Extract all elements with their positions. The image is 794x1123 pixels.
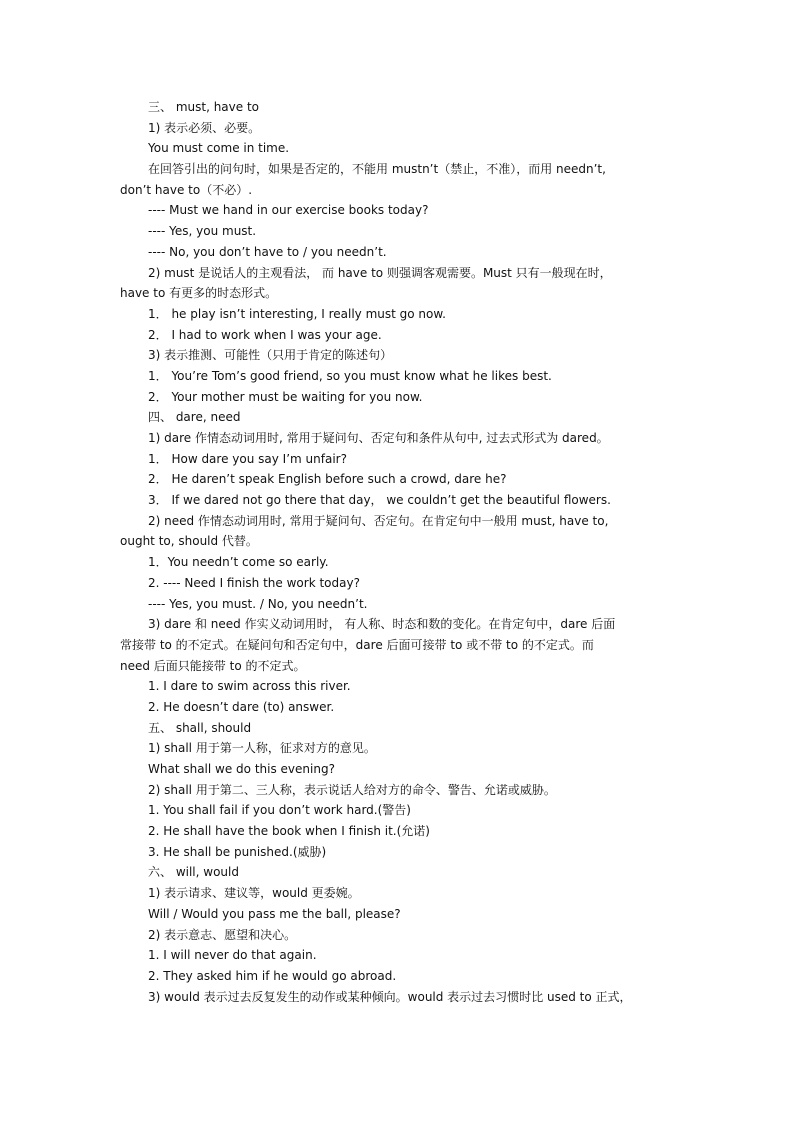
text-line: 1． he play isn’t interesting, I really must go now.: [148, 306, 446, 321]
text-line: 2) 表示意志、愿望和决心。: [148, 927, 297, 942]
text-line: 三、 must, have to: [148, 100, 260, 114]
text-line: ---- Yes, you must.: [148, 224, 257, 239]
text-line: Will / Would you pass me the ball, please?: [148, 906, 401, 921]
text-line: 3) 表示推测、可能性（只用于肯定的陈述句）: [148, 348, 393, 363]
text-line: ought to, should 代替。: [120, 534, 258, 549]
text-line: 1． How dare you say I’m unfair?: [148, 451, 347, 466]
document-body: [120, 97, 680, 1007]
text-line: 2) must 是说话人的主观看法， 而 have to 则强调客观需要。Must 只有一般现在时，: [148, 265, 612, 280]
text-line: 2. ---- Need I finish the work today?: [148, 575, 360, 590]
text-line: 常接带 to 的不定式。在疑问句和否定句中，dare 后面可接带 to 或不带 to 的不定式。而: [120, 637, 594, 652]
text-line: ---- Must we hand in our exercise books today?: [148, 203, 429, 218]
text-line: 2) shall 用于第二、三人称，表示说话人给对方的命令、警告、允诺或威胁。: [148, 782, 556, 797]
text-line: 2. He shall have the book when I finish it.(允诺): [148, 824, 430, 839]
text-line: 六、 will, would: [148, 865, 239, 880]
text-line: 1) 表示请求、建议等，would 更委婉。: [148, 886, 360, 901]
text-line: 五、 shall, should: [148, 720, 252, 735]
text-line: have to 有更多的时态形式。: [120, 286, 278, 301]
text-line: 2． Your mother must be waiting for you now.: [148, 389, 423, 404]
text-line: 1. I will never do that again.: [148, 948, 317, 963]
text-line: 四、 dare, need: [148, 410, 241, 425]
text-line: 1) shall 用于第一人称，征求对方的意见。: [148, 741, 376, 756]
text-line: 1) 表示必须、必要。: [148, 120, 261, 135]
text-line: 1. You shall fail if you don’t work hard.(警告): [148, 803, 411, 818]
text-line: 在回答引出的问句时，如果是否定的，不能用 mustn’t（禁止，不准），而用 needn’t,: [148, 162, 606, 177]
text-line: What shall we do this evening?: [148, 762, 335, 776]
text-line: need 后面只能接带 to 的不定式。: [120, 658, 306, 673]
text-line: 3. He shall be punished.(威胁): [148, 844, 327, 859]
text-line: 2． I had to work when I was your age.: [148, 327, 382, 342]
text-line: 2. They asked him if he would go abroad.: [148, 968, 397, 983]
text-line: 1) dare 作情态动词用时, 常用于疑问句、否定句和条件从句中, 过去式形式为 dared。: [148, 431, 609, 445]
text-line: 1. I dare to swim across this river.: [148, 679, 351, 694]
text-line: ---- Yes, you must. / No, you needn’t.: [148, 596, 368, 611]
text-line: 3) dare 和 need 作实义动词用时， 有人称、时态和数的变化。在肯定句中，dare 后面: [148, 617, 616, 632]
text-line: 2. He doesn’t dare (to) answer.: [148, 699, 335, 714]
text-line: 1．You needn’t come so early.: [148, 555, 329, 570]
text-line: 1． You’re Tom’s good friend, so you must know what he likes best.: [148, 368, 552, 383]
text-line: 3． If we dared not go there that day， we couldn’t get the beautiful flowers.: [148, 493, 611, 508]
text-line: You must come in time.: [148, 141, 290, 156]
text-line: 2) need 作情态动词用时, 常用于疑问句、否定句。在肯定句中一般用 must, have to,: [148, 513, 609, 528]
text-line: 2． He daren’t speak English before such a crowd, dare he?: [148, 472, 507, 487]
text-line: ---- No, you don’t have to / you needn’t.: [148, 244, 387, 259]
text-line: don’t have to（不必）.: [120, 182, 253, 197]
text-line: 3) would 表示过去反复发生的动作或某种倾向。would 表示过去习惯时比 used to 正式，: [148, 989, 632, 1004]
